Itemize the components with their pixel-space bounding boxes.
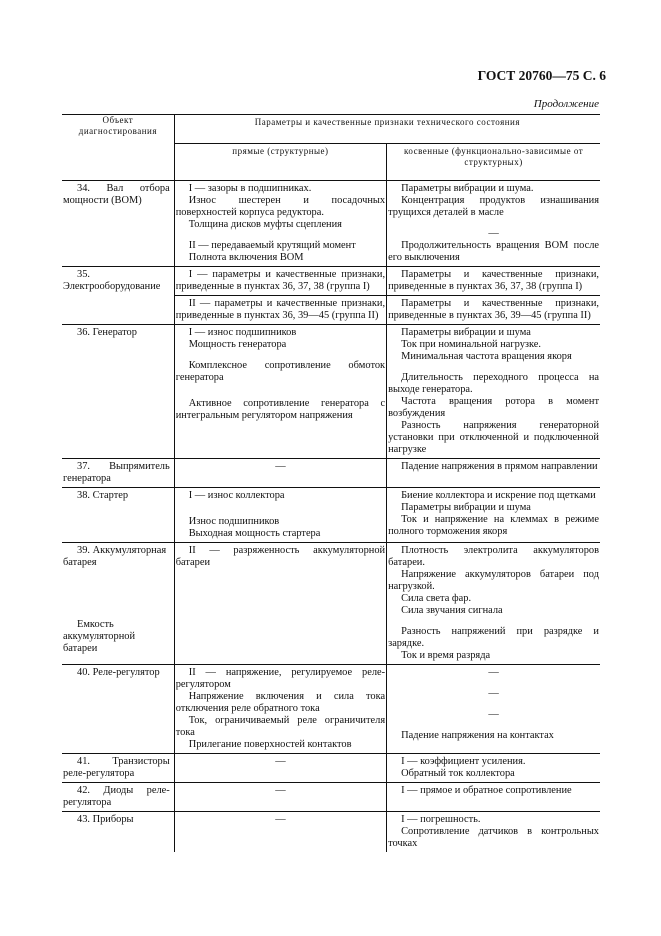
cell-text: Активное сопротивление генератора с интегральным регулятором напряжения [175, 398, 386, 421]
row-object: 40. Реле-регулятор [62, 665, 174, 754]
row-indirect [387, 783, 600, 812]
cell-text: 39. Аккумуляторная батарея [63, 545, 167, 568]
cell-text: — [275, 756, 286, 767]
table-header-row [62, 115, 600, 144]
cell-text: Износ шестерен и посадочных поверхностей корпуса редуктора. [175, 195, 386, 218]
cell-text: Разность напряжений при разрядке и зарядке. [388, 626, 599, 649]
cell-text: — [275, 785, 286, 796]
cell-text: Сила света фар. [401, 593, 472, 604]
cell-text: Сопротивление датчиков в контрольных точках [388, 826, 599, 849]
cell-text: Сила звучания сигнала [401, 605, 503, 616]
row-direct [174, 488, 386, 543]
table-row [62, 754, 600, 783]
cell-text: Концентрация продуктов изнашивания трущихся деталей в масле [388, 195, 599, 218]
cell-text: I — износ коллектора [188, 490, 285, 501]
row-direct [174, 459, 386, 488]
row-indirect [387, 181, 600, 267]
cell-text: II — параметры и качественные признаки, приведенные в пунктах 36, 39—45 (группа II) [175, 298, 386, 321]
row-object: 38. Стартер [62, 488, 174, 543]
cell-text: Комплексное сопротивление обмоток генератора [175, 360, 386, 383]
cell-text: Напряжение включения и сила тока отключения реле обратного тока [175, 691, 386, 714]
row-indirect [387, 543, 600, 665]
cell-text: II — напряжение, регулируемое реле-регулятором [175, 667, 386, 690]
row-indirect [387, 754, 600, 783]
cell-text: Падение напряжения на контактах [401, 730, 554, 741]
table-row [62, 459, 600, 488]
table-row [62, 325, 600, 459]
diagnostics-table [62, 114, 600, 852]
cell-text: Разность напряжения генераторной установки при отключенной и подключенной нагрузке [388, 420, 599, 455]
row-direct [174, 754, 386, 783]
column-header-object: Объект диагностирования [62, 115, 174, 181]
cell-text: Полнота включения ВОМ [188, 252, 304, 263]
row-direct [174, 296, 386, 325]
row-object: 36. Генератор [62, 325, 174, 459]
row-direct [174, 181, 386, 267]
row-object: 41. Транзисторы реле-регулятора [62, 754, 174, 783]
table-row [62, 488, 600, 543]
cell-text: — [488, 709, 499, 720]
cell-text: Ток, ограничиваемый реле ограничителя тока [175, 715, 386, 738]
cell-text: Падение напряжения в прямом направлении [401, 461, 598, 472]
row-direct [174, 783, 386, 812]
row-object: 37. Выпрямитель генератора [62, 459, 174, 488]
row-indirect [387, 812, 600, 853]
cell-text: Минимальная частота вращения якоря [401, 351, 572, 362]
row-indirect [387, 459, 600, 488]
cell-text: Обратный ток коллектора [401, 768, 515, 779]
cell-text: Ток и время разряда [401, 650, 491, 661]
cell-text: Плотность электролита аккумуляторов батареи. [388, 545, 599, 568]
row-object: 43. Приборы [62, 812, 174, 853]
cell-text: Частота вращения ротора в момент возбуждения [388, 396, 599, 419]
cell-text: Параметры и качественные признаки, приведенные в пунктах 36, 39—45 (группа II) [388, 298, 599, 321]
row-direct [174, 267, 386, 296]
cell-text: — [275, 461, 286, 472]
table-row [62, 812, 600, 853]
row-indirect [387, 665, 600, 754]
cell-text: Износ подшипников [188, 516, 280, 527]
cell-text: I — зазоры в подшипниках. [188, 183, 312, 194]
cell-text: Длительность переходного процесса на выходе генератора. [388, 372, 599, 395]
cell-text: Параметры вибрации и шума [401, 327, 531, 338]
cell-text: — [488, 667, 499, 678]
table-row [62, 665, 600, 754]
cell-text: Напряжение аккумуляторов батареи под нагрузкой. [388, 569, 599, 592]
cell-text: II — передаваемый крутящий момент [188, 240, 356, 251]
cell-text: Параметры вибрации и шума [401, 502, 531, 513]
continuation-label: Продолжение [533, 98, 599, 110]
cell-text: Толщина дисков муфты сцепления [188, 219, 342, 230]
cell-text: I — прямое и обратное сопротивление [401, 785, 572, 796]
cell-text: Параметры и качественные признаки, приведенные в пунктах 36, 37, 38 (группа I) [388, 269, 599, 292]
row-object: 42. Диоды реле-регулятора [62, 783, 174, 812]
cell-text: I — параметры и качественные признаки, приведенные в пунктах 36, 37, 38 (группа I) [175, 269, 386, 292]
cell-text: I — коэффициент усиления. [401, 756, 526, 767]
cell-text: Параметры вибрации и шума. [401, 183, 534, 194]
row-direct [174, 543, 386, 665]
cell-text: I — погрешность. [401, 814, 481, 825]
row-indirect [387, 296, 600, 325]
cell-text: I — износ подшипников [188, 327, 297, 338]
table-row [62, 543, 600, 665]
cell-text: II — разряженность аккумуляторной батареи [175, 545, 386, 568]
column-header-indirect: косвенные (функционально-зависимые от структурных) [387, 144, 600, 181]
table-row [62, 267, 600, 296]
row-object: 35. Электрооборудование [62, 267, 174, 325]
row-indirect [387, 488, 600, 543]
cell-text: Емкость аккумуляторной батареи [63, 619, 136, 654]
cell-text: Ток и напряжение на клеммах в режиме полного торможения якоря [388, 514, 599, 537]
cell-text: — [488, 688, 499, 699]
page-header: ГОСТ 20760—75 С. 6 [477, 68, 606, 83]
cell-text: Ток при номинальной нагрузке. [401, 339, 542, 350]
row-direct [174, 665, 386, 754]
row-direct [174, 812, 386, 853]
cell-text: Биение коллектора и искрение под щетками [401, 490, 596, 501]
table-row [62, 783, 600, 812]
row-object: 34. Вал отбора мощности (ВОМ) [62, 181, 174, 267]
cell-text: Прилегание поверхностей контактов [188, 739, 352, 750]
cell-text: — [275, 814, 286, 825]
row-object [62, 543, 174, 665]
row-indirect [387, 267, 600, 296]
row-indirect [387, 325, 600, 459]
cell-text: Выходная мощность стартера [188, 528, 321, 539]
cell-text: — [488, 228, 499, 239]
row-direct [174, 325, 386, 459]
column-header-direct: прямые (структурные) [174, 144, 386, 181]
cell-text: Продолжительность вращения ВОМ после его выключения [388, 240, 599, 263]
column-header-params: Параметры и качественные признаки технического состояния [174, 115, 600, 144]
cell-text: Мощность генератора [188, 339, 287, 350]
table-row [62, 181, 600, 267]
